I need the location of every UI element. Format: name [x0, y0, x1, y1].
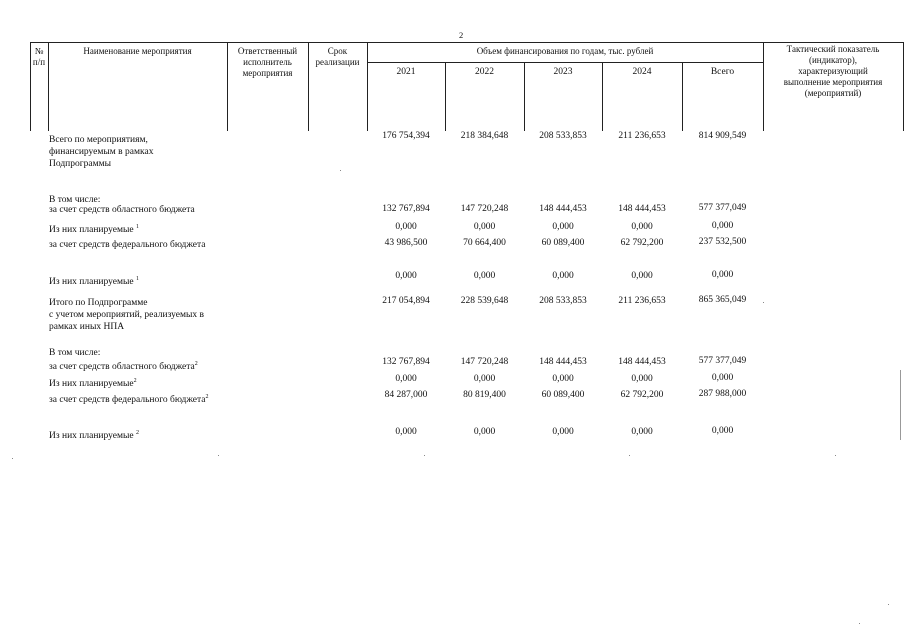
table-cell: 148 444,453 [539, 357, 587, 367]
table-cell: 0,000 [631, 427, 653, 437]
table-cell: 0,000 [552, 374, 574, 384]
header-year: 2021 [396, 67, 416, 77]
table-cell: 577 377,049 [698, 356, 747, 366]
header-financing: Объем финансирования по годам, тыс. рублей [476, 46, 654, 56]
row-label: Из них планируемые $^2$ [49, 429, 139, 441]
footnote-mark: 1 [135, 275, 139, 282]
header-event-name: Наименование мероприятия [83, 46, 192, 56]
row-label: В том числе: [49, 195, 101, 205]
table-cell: 208 533,853 [539, 131, 587, 141]
header-year: 2024 [632, 67, 652, 77]
table-cell: 0,000 [552, 271, 574, 281]
row-label: за счет средств федерального бюджета [49, 240, 206, 250]
row-label: Итого по Подпрограмме с учетом мероприятий, реализуемых в рамках иных НПА [49, 298, 205, 332]
table-cell: 228 539,648 [460, 296, 509, 306]
table-cell: 0,000 [711, 373, 734, 383]
table-cell: 0,000 [552, 222, 574, 232]
row-label: за счет средств областного бюджета [49, 205, 195, 215]
table-cell: 0,000 [711, 270, 734, 280]
table-cell: 0,000 [711, 221, 734, 231]
table-cell: 176 754,394 [382, 131, 430, 141]
table-cell: 0,000 [395, 427, 417, 437]
table-cell: 208 533,853 [539, 296, 587, 306]
header-year: 2023 [553, 67, 573, 77]
header-year: 2022 [475, 67, 494, 77]
table-cell: 0,000 [631, 271, 653, 281]
footnote-mark: 2 [133, 377, 137, 384]
table-cell: 0,000 [552, 427, 574, 437]
header-indicator: Тактический показатель (индикатор), характеризующий выполнение мероприятия (мероприятий) [783, 44, 883, 98]
table-cell: 211 236,653 [618, 296, 666, 306]
footnote-mark: 2 [135, 429, 139, 436]
table-cell: 147 720,248 [460, 204, 509, 214]
row-label: Из них планируемые $^1$ [49, 275, 139, 287]
row-label: Всего по мероприятиям, финансируемым в рамках Подпрограммы [49, 135, 154, 169]
table-cell: 865 365,049 [698, 295, 747, 305]
table-cell: 0,000 [631, 222, 653, 232]
table-cell: 0,000 [473, 271, 496, 281]
row-label: В том числе: [49, 348, 101, 358]
header-total: Всего [710, 67, 735, 77]
row-label: за счет средств федерального бюджета$^2$ [49, 393, 209, 405]
table-cell: 80 819,400 [463, 390, 506, 400]
table-cell: 287 988,000 [698, 389, 747, 399]
table-cell: 147 720,248 [460, 357, 509, 367]
table-cell: 0,000 [395, 222, 417, 232]
table-cell: 211 236,653 [618, 131, 666, 141]
header-responsible: Ответственный исполнитель мероприятия [237, 46, 298, 78]
table-cell: 43 986,500 [384, 238, 428, 248]
table-cell: 814 909,549 [698, 131, 747, 141]
table-cell: 0,000 [631, 374, 653, 384]
table-cell: 0,000 [711, 426, 734, 436]
footnote-mark: 2 [205, 393, 209, 400]
header-term: Срок реализации [315, 46, 360, 67]
row-label: Из них планируемые $^1$ [49, 223, 139, 235]
row-label: Из них планируемые$^2$ [49, 377, 137, 389]
table-cell: 0,000 [395, 271, 417, 281]
table-cell: 132 767,894 [382, 204, 430, 214]
table-cell: 0,000 [473, 427, 496, 437]
row-label: за счет средств областного бюджета$^2$ [49, 360, 198, 372]
table-cell: 132 767,894 [382, 357, 430, 367]
table-cell: 60 089,400 [541, 238, 585, 248]
table-cell: 217 054,894 [382, 296, 430, 306]
table-cell: 62 792,200 [620, 390, 664, 400]
table-cell: 148 444,453 [618, 204, 666, 214]
table-cell: 0,000 [473, 222, 496, 232]
table-cell: 62 792,200 [620, 238, 664, 248]
footnote-mark: 1 [135, 223, 139, 230]
table-cell: 148 444,453 [539, 204, 587, 214]
footnote-mark: 2 [194, 360, 198, 367]
table-cell: 237 532,500 [698, 237, 747, 247]
table-cell: 84 287,000 [384, 390, 428, 400]
table-cell: 577 377,049 [698, 203, 747, 213]
table-cell: 60 089,400 [541, 390, 585, 400]
page-number: 2 [459, 30, 464, 40]
table-cell: 148 444,453 [618, 357, 666, 367]
table-cell: 0,000 [395, 374, 417, 384]
table-cell: 70 664,400 [463, 238, 506, 248]
header-number: № п/п [32, 46, 46, 67]
table-cell: 0,000 [473, 374, 496, 384]
table-cell: 218 384,648 [460, 131, 509, 141]
